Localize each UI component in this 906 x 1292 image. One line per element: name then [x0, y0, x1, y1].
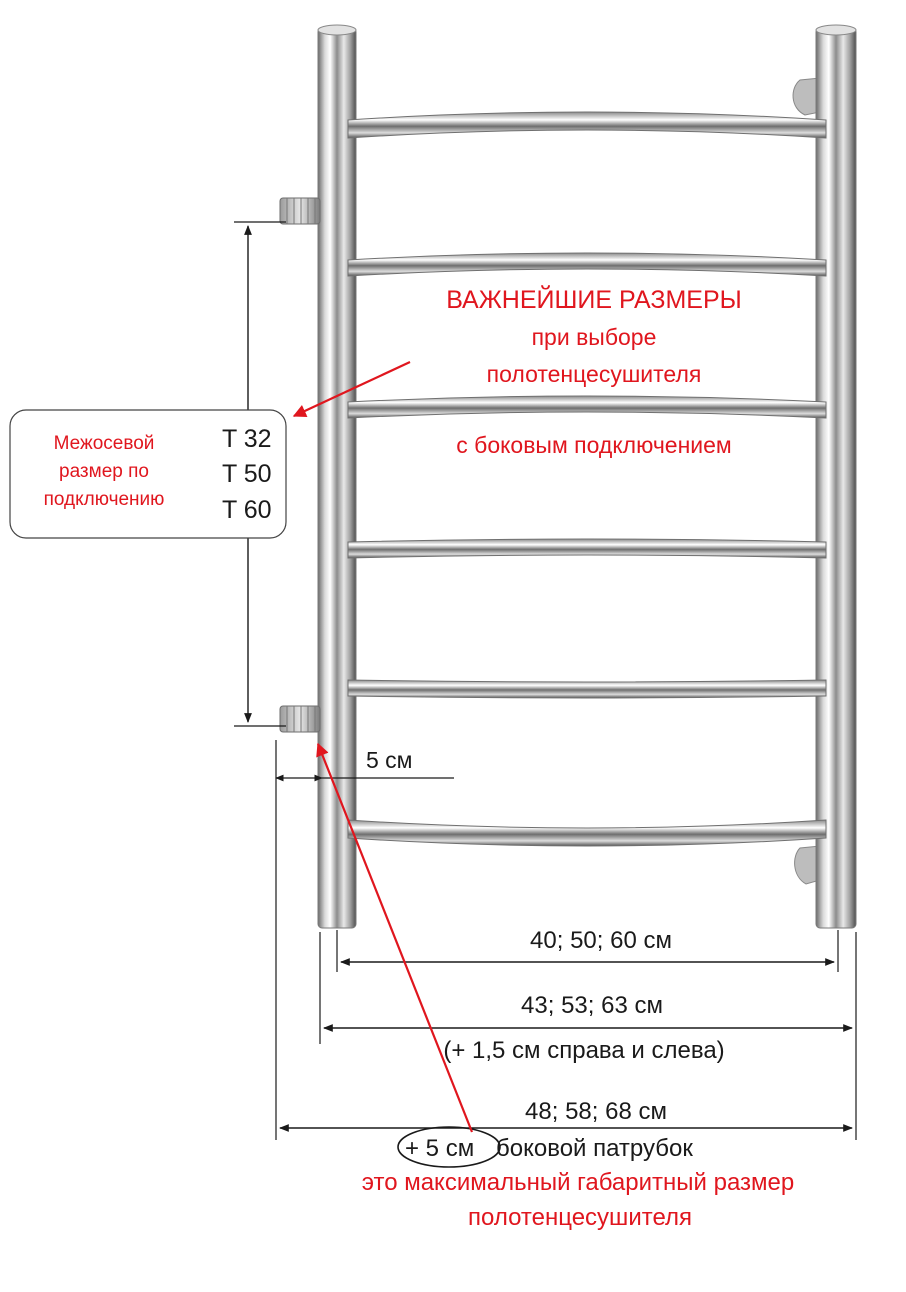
max-width-dimension [280, 1044, 856, 1231]
axis-width-label: 40; 50; 60 см [530, 927, 672, 954]
center-distance-callout [10, 410, 286, 538]
callout-label-line3: подключению [43, 489, 165, 510]
bottom-side-connector [280, 706, 320, 732]
max-caption-line1: это максимальный габаритный размер [361, 1169, 795, 1196]
max-note-circled: + 5 см [405, 1135, 475, 1162]
callout-size-t32: T 32 [222, 425, 272, 453]
towel-dryer-illustration [280, 25, 856, 928]
title-line1: ВАЖНЕЙШИЕ РАЗМЕРЫ [446, 286, 742, 314]
side-pipe-label: 5 см [366, 747, 413, 773]
rungs [348, 112, 826, 846]
title-block [446, 284, 742, 458]
title-line4: с боковым подключением [456, 432, 732, 458]
max-note-rest: боковой патрубок [496, 1135, 693, 1162]
max-width-label: 48; 58; 68 см [525, 1098, 667, 1125]
title-line3: полотенцесушителя [486, 361, 702, 387]
callout-size-t50: T 50 [222, 460, 272, 488]
callout-size-t60: T 60 [222, 496, 272, 524]
top-side-connector [280, 198, 320, 224]
callout-label-line2: размер по [59, 461, 149, 482]
axis-width-dimension [337, 927, 838, 972]
right-post [816, 28, 856, 928]
callout-label-line1: Межосевой [53, 433, 155, 454]
outer-width-note: (+ 1,5 см справа и слева) [443, 1037, 725, 1064]
title-line2: при выборе [531, 324, 657, 350]
outer-width-label: 43; 53; 63 см [521, 992, 663, 1019]
side-pipe-pointer-arrow [318, 744, 472, 1132]
side-pipe-dimension [276, 740, 454, 1140]
max-caption-line2: полотенцесушителя [468, 1204, 692, 1231]
